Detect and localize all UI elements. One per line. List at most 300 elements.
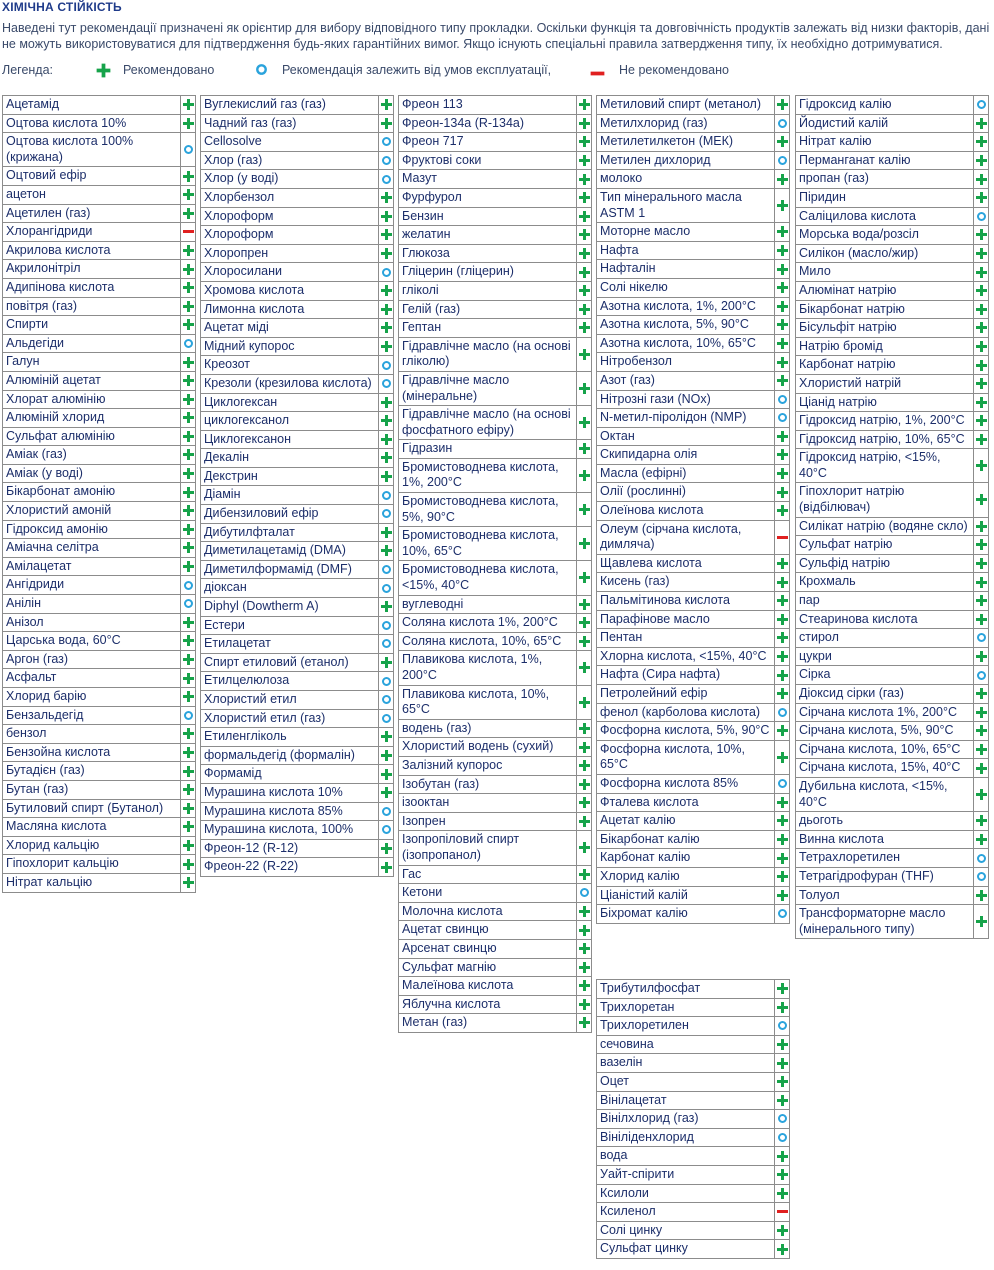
chemical-name: Ангідриди bbox=[3, 576, 181, 595]
chem-table bbox=[596, 979, 790, 1259]
rating-cell bbox=[775, 390, 790, 409]
chemical-name: Оцтова кислота 10% bbox=[3, 114, 181, 133]
circle-icon bbox=[778, 1133, 787, 1142]
table-row bbox=[399, 371, 592, 405]
plus-icon bbox=[976, 192, 987, 203]
table-row bbox=[796, 170, 989, 189]
table-row bbox=[3, 96, 196, 115]
table-row bbox=[3, 595, 196, 614]
table-row bbox=[597, 502, 790, 521]
chemical-name: Ізобутан (газ) bbox=[399, 775, 577, 794]
rating-cell bbox=[775, 554, 790, 573]
rating-cell bbox=[577, 406, 592, 440]
plus-icon bbox=[777, 1076, 788, 1087]
chemical-name: Сірчана кислота, 5%, 90°C bbox=[796, 722, 974, 741]
rating-cell bbox=[775, 446, 790, 465]
table-row bbox=[796, 647, 989, 666]
rating-cell bbox=[379, 616, 394, 635]
table-row bbox=[201, 598, 394, 617]
table-row bbox=[399, 719, 592, 738]
circle-icon bbox=[778, 395, 787, 404]
plus-icon bbox=[183, 468, 194, 479]
chemical-name: Алюміній хлорид bbox=[3, 409, 181, 428]
table-row bbox=[597, 1017, 790, 1036]
chemical-name: Хлор (у воді) bbox=[201, 170, 379, 189]
chemical-name: Ацетат калію bbox=[597, 812, 775, 831]
plus-icon bbox=[381, 657, 392, 668]
table-row bbox=[597, 647, 790, 666]
chemical-name: Нітрат кальцію bbox=[3, 873, 181, 892]
circle-icon bbox=[184, 581, 193, 590]
rating-cell bbox=[775, 151, 790, 170]
rating-cell bbox=[974, 114, 989, 133]
plus-icon bbox=[183, 245, 194, 256]
rating-cell bbox=[775, 647, 790, 666]
table-row bbox=[399, 561, 592, 595]
chemical-name: Нітробензол bbox=[597, 353, 775, 372]
plus-icon bbox=[976, 763, 987, 774]
column-2 bbox=[200, 95, 394, 877]
table-row bbox=[597, 867, 790, 886]
plus-icon bbox=[777, 1225, 788, 1236]
rating-cell bbox=[577, 561, 592, 595]
plus-icon bbox=[183, 449, 194, 460]
plus-icon bbox=[579, 285, 590, 296]
table-row bbox=[3, 409, 196, 428]
plus-icon bbox=[976, 789, 987, 800]
plus-icon bbox=[183, 747, 194, 758]
rating-cell bbox=[379, 523, 394, 542]
table-row bbox=[201, 337, 394, 356]
table-row bbox=[399, 794, 592, 813]
table-row bbox=[399, 738, 592, 757]
plus-icon bbox=[777, 752, 788, 763]
chemical-name: Морська вода/розсіл bbox=[796, 226, 974, 245]
plus-icon bbox=[381, 397, 392, 408]
plus-icon bbox=[777, 431, 788, 442]
plus-icon bbox=[183, 394, 194, 405]
table-row bbox=[3, 632, 196, 651]
rating-cell bbox=[379, 430, 394, 449]
rating-cell bbox=[974, 133, 989, 152]
rating-cell bbox=[974, 319, 989, 338]
plus-icon bbox=[183, 505, 194, 516]
rating-cell bbox=[577, 188, 592, 207]
rating-cell bbox=[181, 483, 196, 502]
rating-cell bbox=[974, 759, 989, 778]
chemical-name: дьоготь bbox=[796, 812, 974, 831]
table-row bbox=[597, 1184, 790, 1203]
rating-cell bbox=[181, 297, 196, 316]
plus-icon bbox=[579, 417, 590, 428]
rating-cell bbox=[775, 1054, 790, 1073]
table-row bbox=[796, 812, 989, 831]
chemical-name: Хлорид кальцію bbox=[3, 836, 181, 855]
circle-icon bbox=[382, 677, 391, 686]
rating-cell bbox=[379, 765, 394, 784]
plus-icon bbox=[579, 304, 590, 315]
table-row bbox=[796, 337, 989, 356]
chemical-name: Толуол bbox=[796, 886, 974, 905]
chemical-name: Фосфорна кислота 85% bbox=[597, 774, 775, 793]
table-row bbox=[3, 799, 196, 818]
table-row bbox=[3, 241, 196, 260]
plus-icon bbox=[976, 460, 987, 471]
rating-cell bbox=[379, 802, 394, 821]
table-row bbox=[796, 281, 989, 300]
chemical-name: Дибутилфталат bbox=[201, 523, 379, 542]
table-row bbox=[399, 902, 592, 921]
chemical-name: Фреон-22 (R-22) bbox=[201, 858, 379, 877]
table-row bbox=[796, 777, 989, 811]
plus-icon bbox=[976, 614, 987, 625]
rating-cell bbox=[577, 738, 592, 757]
plus-icon bbox=[777, 375, 788, 386]
table-row bbox=[597, 1072, 790, 1091]
plus-icon bbox=[777, 245, 788, 256]
table-row bbox=[399, 406, 592, 440]
table-row bbox=[399, 281, 592, 300]
table-row bbox=[3, 520, 196, 539]
rating-cell bbox=[181, 167, 196, 186]
chemical-name: Метилетилкетон (МЕК) bbox=[597, 133, 775, 152]
chemical-name: Сульфат магнію bbox=[399, 958, 577, 977]
circle-icon bbox=[382, 137, 391, 146]
circle-icon bbox=[184, 711, 193, 720]
table-row bbox=[3, 278, 196, 297]
plus-icon bbox=[183, 301, 194, 312]
chemical-name: бензол bbox=[3, 725, 181, 744]
rating-cell bbox=[974, 188, 989, 207]
table-row bbox=[3, 502, 196, 521]
table-row bbox=[597, 812, 790, 831]
legend-not-recommended: Не рекомендовано bbox=[619, 63, 729, 77]
rating-cell bbox=[775, 1240, 790, 1259]
plus-icon bbox=[579, 118, 590, 129]
rating-cell bbox=[577, 939, 592, 958]
chemical-name: Нафта (Сира нафта) bbox=[597, 666, 775, 685]
rating-cell bbox=[775, 170, 790, 189]
chemical-name: Аргон (газ) bbox=[3, 650, 181, 669]
rating-cell bbox=[181, 241, 196, 260]
chemical-name: Вінілхлорид (газ) bbox=[597, 1110, 775, 1129]
table-row bbox=[3, 743, 196, 762]
chemical-name: молоко bbox=[597, 170, 775, 189]
rating-cell bbox=[974, 300, 989, 319]
chemical-name: Бромистоводнева кислота, 5%, 90°C bbox=[399, 493, 577, 527]
table-row bbox=[3, 576, 196, 595]
table-row bbox=[399, 685, 592, 719]
plus-icon bbox=[381, 192, 392, 203]
plus-icon bbox=[976, 890, 987, 901]
table-row bbox=[201, 616, 394, 635]
rating-cell bbox=[775, 1035, 790, 1054]
table-row bbox=[3, 353, 196, 372]
chemical-name: Стеаринова кислота bbox=[796, 610, 974, 629]
rating-cell bbox=[181, 557, 196, 576]
rating-cell bbox=[181, 706, 196, 725]
rating-cell bbox=[775, 1128, 790, 1147]
chemical-name: Декалін bbox=[201, 449, 379, 468]
plus-icon bbox=[579, 842, 590, 853]
table-row bbox=[3, 557, 196, 576]
rating-cell bbox=[379, 728, 394, 747]
rating-cell bbox=[181, 595, 196, 614]
rating-cell bbox=[974, 592, 989, 611]
chemical-name: Хлоросилани bbox=[201, 263, 379, 282]
rating-cell bbox=[577, 651, 592, 685]
chemical-name: Уайт-спірити bbox=[597, 1165, 775, 1184]
circle-icon bbox=[778, 119, 787, 128]
table-row bbox=[796, 356, 989, 375]
chemical-name: Гіпохлорит натрію (відбілювач) bbox=[796, 483, 974, 517]
rating-cell bbox=[577, 170, 592, 189]
table-row bbox=[399, 812, 592, 831]
plus-icon bbox=[579, 99, 590, 110]
chemical-name: Арсенат свинцю bbox=[399, 939, 577, 958]
chemical-name: Петролейний ефір bbox=[597, 685, 775, 704]
circle-icon bbox=[382, 491, 391, 500]
rating-cell bbox=[775, 629, 790, 648]
chemical-name: Гідразин bbox=[399, 440, 577, 459]
rating-cell bbox=[379, 839, 394, 858]
plus-icon bbox=[976, 248, 987, 259]
rating-cell bbox=[577, 207, 592, 226]
plus-icon bbox=[579, 349, 590, 360]
chemical-name: Хлористий водень (сухий) bbox=[399, 738, 577, 757]
plus-icon bbox=[183, 784, 194, 795]
rating-cell bbox=[974, 573, 989, 592]
plus-icon bbox=[777, 688, 788, 699]
plus-icon bbox=[579, 174, 590, 185]
table-row bbox=[399, 775, 592, 794]
plus-icon bbox=[579, 617, 590, 628]
chemical-name: діоксан bbox=[201, 579, 379, 598]
rating-cell bbox=[181, 204, 196, 223]
chemical-name: Хлористий амоній bbox=[3, 502, 181, 521]
chemical-name: Ксиленол bbox=[597, 1203, 775, 1222]
table-row bbox=[201, 691, 394, 710]
rating-cell bbox=[379, 300, 394, 319]
rating-cell bbox=[577, 995, 592, 1014]
chemical-name: Бікарбонат натрію bbox=[796, 300, 974, 319]
plus-icon bbox=[777, 983, 788, 994]
page-title: ХІМІЧНА СТІЙКІСТЬ bbox=[2, 0, 122, 14]
intro-text: Наведені тут рекомендації призначені як орієнтир для вибору відповідного типу прокладки. Оскільки функція та довговічність продуктів залежать від низки факторів, дані не можуть використовуватися для підтвердження будь-яких гарантійних вимог. Якщо існують спеціальні правила затвердження типу, їх необхідно дотримуватися. bbox=[2, 21, 990, 51]
chemical-name: Гіпохлорит кальцію bbox=[3, 855, 181, 874]
rating-cell bbox=[974, 412, 989, 431]
chemical-name: Естери bbox=[201, 616, 379, 635]
chemical-name: Аміачна селітра bbox=[3, 539, 181, 558]
table-row bbox=[399, 96, 592, 115]
chemical-name: Хлороформ bbox=[201, 207, 379, 226]
table-row bbox=[597, 703, 790, 722]
chemical-name: Сульфат алюмінію bbox=[3, 427, 181, 446]
plus-icon bbox=[183, 118, 194, 129]
chemical-name: Диметилформамід (DMF) bbox=[201, 560, 379, 579]
chemical-name: Силікон (масло/жир) bbox=[796, 244, 974, 263]
chemical-name: Хлористий натрій bbox=[796, 374, 974, 393]
rating-cell bbox=[379, 281, 394, 300]
plus-icon bbox=[777, 1188, 788, 1199]
table-row bbox=[597, 188, 790, 222]
plus-icon bbox=[381, 341, 392, 352]
table-row bbox=[796, 722, 989, 741]
table-row bbox=[597, 1240, 790, 1259]
chemical-name: Амілацетат bbox=[3, 557, 181, 576]
table-row bbox=[399, 226, 592, 245]
plus-icon bbox=[579, 267, 590, 278]
plus-icon bbox=[183, 99, 194, 110]
rating-cell bbox=[379, 598, 394, 617]
plus-icon bbox=[777, 468, 788, 479]
table-row bbox=[597, 849, 790, 868]
chemical-name: Бромистоводнева кислота, 10%, 65°C bbox=[399, 527, 577, 561]
rating-cell bbox=[181, 371, 196, 390]
rating-cell bbox=[577, 958, 592, 977]
table-row bbox=[201, 170, 394, 189]
table-row bbox=[597, 353, 790, 372]
plus-icon bbox=[183, 691, 194, 702]
plus-icon bbox=[777, 174, 788, 185]
chemical-name: Акрилонітріл bbox=[3, 260, 181, 279]
chemical-name: Метилен дихлорид bbox=[597, 151, 775, 170]
rating-cell bbox=[379, 207, 394, 226]
table-row bbox=[201, 356, 394, 375]
chemical-name: Олії (рослинні) bbox=[597, 483, 775, 502]
rating-cell bbox=[379, 449, 394, 468]
table-row bbox=[3, 688, 196, 707]
plus-icon bbox=[579, 211, 590, 222]
table-row bbox=[399, 170, 592, 189]
table-row bbox=[796, 703, 989, 722]
table-row bbox=[399, 493, 592, 527]
table-row bbox=[597, 278, 790, 297]
minus-icon bbox=[777, 1210, 788, 1213]
circle-icon bbox=[382, 695, 391, 704]
plus-icon bbox=[777, 670, 788, 681]
plus-icon bbox=[98, 63, 109, 77]
chemical-name: Декстрин bbox=[201, 467, 379, 486]
chem-table bbox=[200, 95, 394, 877]
table-row bbox=[201, 467, 394, 486]
chemical-name: Кетони bbox=[399, 884, 577, 903]
chemical-name: Масляна кислота bbox=[3, 818, 181, 837]
table-row bbox=[201, 542, 394, 561]
rating-cell bbox=[775, 573, 790, 592]
rating-cell bbox=[974, 685, 989, 704]
table-row bbox=[399, 337, 592, 371]
chemical-name: Карбонат натрію bbox=[796, 356, 974, 375]
chemical-name: Бензин bbox=[399, 207, 577, 226]
plus-icon bbox=[381, 787, 392, 798]
table-row bbox=[597, 1091, 790, 1110]
rating-cell bbox=[775, 297, 790, 316]
rating-cell bbox=[974, 666, 989, 685]
circle-icon bbox=[977, 671, 986, 680]
chemical-name: Залізний купорос bbox=[399, 756, 577, 775]
table-row bbox=[3, 725, 196, 744]
chemical-name: Гідроксид калію bbox=[796, 96, 974, 115]
table-row bbox=[796, 133, 989, 152]
chemical-name: Етиленгліколь bbox=[201, 728, 379, 747]
chemical-name: Вуглекислий газ (газ) bbox=[201, 96, 379, 115]
plus-icon bbox=[579, 943, 590, 954]
chemical-name: Метилхлорид (газ) bbox=[597, 114, 775, 133]
plus-icon bbox=[777, 1058, 788, 1069]
chemical-name: Вініліденхлорид bbox=[597, 1128, 775, 1147]
plus-icon bbox=[579, 742, 590, 753]
chemical-name: Ацетат свинцю bbox=[399, 921, 577, 940]
plus-icon bbox=[183, 635, 194, 646]
plus-icon bbox=[579, 723, 590, 734]
table-row bbox=[399, 921, 592, 940]
chemical-name: Біхромат калію bbox=[597, 905, 775, 924]
rating-cell bbox=[974, 96, 989, 115]
chemical-name: Гідроксид натрію, 10%, 65°C bbox=[796, 430, 974, 449]
plus-icon bbox=[381, 452, 392, 463]
chemical-name: Оцет bbox=[597, 1072, 775, 1091]
plus-icon bbox=[579, 572, 590, 583]
table-row bbox=[3, 873, 196, 892]
plus-icon bbox=[777, 890, 788, 901]
chemical-name: Мідний купорос bbox=[201, 337, 379, 356]
chemical-name: Тип мінерального масла ASTM 1 bbox=[597, 188, 775, 222]
chem-table bbox=[398, 95, 592, 1033]
table-row bbox=[399, 114, 592, 133]
table-row bbox=[597, 666, 790, 685]
chemical-name: Натрію бромід bbox=[796, 337, 974, 356]
table-row bbox=[597, 133, 790, 152]
chemical-name: Формамід bbox=[201, 765, 379, 784]
plus-icon bbox=[381, 843, 392, 854]
chemical-name: Соляна кислота 1%, 200°C bbox=[399, 614, 577, 633]
rating-cell bbox=[974, 740, 989, 759]
plus-icon bbox=[183, 357, 194, 368]
chemical-name: Фруктові соки bbox=[399, 151, 577, 170]
plus-icon bbox=[976, 744, 987, 755]
table-row bbox=[201, 486, 394, 505]
table-row bbox=[597, 483, 790, 502]
plus-icon bbox=[976, 651, 987, 662]
table-row bbox=[201, 802, 394, 821]
table-row bbox=[597, 980, 790, 999]
rating-cell bbox=[775, 740, 790, 774]
rating-cell bbox=[974, 517, 989, 536]
plus-icon bbox=[579, 662, 590, 673]
plus-icon bbox=[183, 375, 194, 386]
rating-cell bbox=[181, 334, 196, 353]
rating-cell bbox=[379, 356, 394, 375]
table-row bbox=[597, 170, 790, 189]
plus-icon bbox=[183, 654, 194, 665]
table-row bbox=[597, 241, 790, 260]
rating-cell bbox=[577, 812, 592, 831]
chemical-name: Діамін bbox=[201, 486, 379, 505]
chemical-name: вазелін bbox=[597, 1054, 775, 1073]
rating-cell bbox=[181, 669, 196, 688]
circle-icon bbox=[778, 909, 787, 918]
circle-icon bbox=[382, 714, 391, 723]
table-row bbox=[201, 746, 394, 765]
rating-cell bbox=[577, 527, 592, 561]
rating-cell bbox=[577, 756, 592, 775]
table-row bbox=[597, 427, 790, 446]
rating-cell bbox=[974, 374, 989, 393]
chemical-name: Спирти bbox=[3, 316, 181, 335]
chemical-name: Щавлева кислота bbox=[597, 554, 775, 573]
rating-cell bbox=[181, 96, 196, 115]
